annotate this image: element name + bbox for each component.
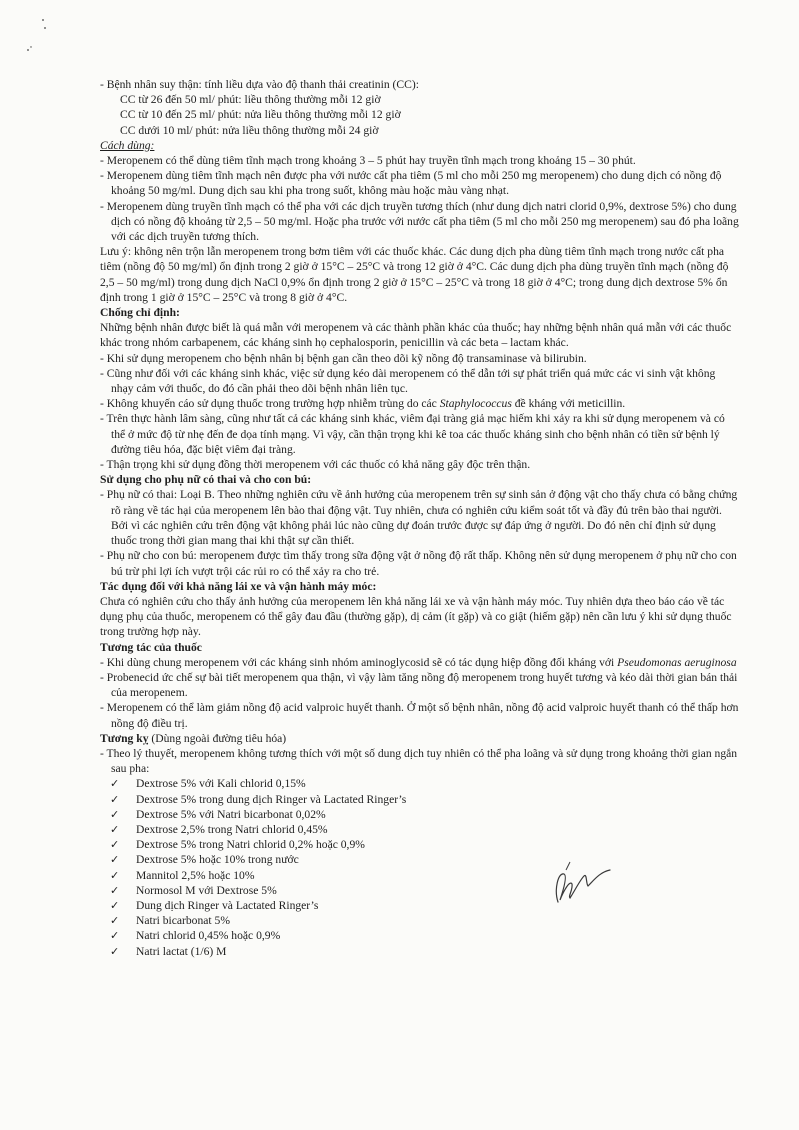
checkmark-icon: ✓ [110,883,120,897]
list-item [100,913,740,928]
checkmark-icon: ✓ [110,944,120,958]
list-item-text: Natri chlorid 0,45% hoặc 0,9% [136,929,281,943]
handwritten-signature [540,850,630,920]
incompat-heading-bold: Tương kỵ [100,731,149,745]
list-item [100,898,740,913]
list-item [100,792,740,807]
list-item [100,837,740,852]
renal-line: CC từ 26 đến 50 ml/ phút: liều thông thường mỗi 12 giờ [120,93,381,107]
usage-bullet: - Meropenem có thể dùng tiêm tĩnh mạch trong khoảng 3 – 5 phút hay truyền tĩnh mạch trong khoảng 15 – 30 phút. [100,154,636,168]
contraindications-bullet: - Khi sử dụng meropenem cho bệnh nhân bị bệnh gan cần theo dõi kỹ nồng độ transaminase và bilirubin. [100,351,587,365]
interactions-bullet [100,655,740,670]
list-item-text: Dextrose 5% với Natri bicarbonat 0,02% [136,807,326,821]
renal-intro: - Bệnh nhân suy thận: tính liều dựa vào độ thanh thải creatinin (CC): [100,78,419,91]
list-item-text: Dextrose 5% với Kali chlorid 0,15% [136,777,306,791]
staph-organism: Staphylococcus [439,397,512,411]
list-item-text: Mannitol 2,5% hoặc 10% [136,868,255,882]
checkmark-icon: ✓ [110,792,120,806]
list-item [100,852,740,867]
list-item-text: Dextrose 2,5% trong Natri chlorid 0,45% [136,822,328,836]
checkmark-icon: ✓ [110,853,120,867]
contraindications-text: Những bệnh nhân được biết là quá mẫn với meropenem và các thành phần khác của thuốc; hay những bệnh nhân quá mẫn với các thuốc khác trong nhóm carbapenem, các kháng sinh họ cephalosporin, penicillin và các beta – lactam khác. [100,321,732,350]
pregnancy-bullet: - Phụ nữ cho con bú: meropenem được tìm thấy trong sữa động vật ở nồng độ rất thấp. Không nên sử dụng meropenem ở phụ nữ cho con bú trừ phi lợi ích vượt trội các rủi ro có thể xảy ra cho trẻ. [100,549,737,578]
driving-heading: Tác dụng đối với khả năng lái xe và vận hành máy móc: [100,579,377,593]
renal-line: CC từ 10 đến 25 ml/ phút: nửa liều thông thường mỗi 12 giờ [120,108,401,122]
list-item-text: Natri bicarbonat 5% [136,914,231,928]
usage-heading: Cách dùng: [100,138,155,152]
list-item-text: Dung dịch Ringer và Lactated Ringer’s [136,898,319,912]
list-item [100,776,740,791]
list-item [100,883,740,898]
contraindications-heading: Chống chỉ định: [100,306,180,320]
list-item [100,822,740,837]
pseudomonas-organism: Pseudomonas aeruginosa [617,655,737,669]
list-item-text: Dextrose 5% trong Natri chlorid 0,2% hoặc 0,9% [136,838,365,852]
list-item-text: Dextrose 5% hoặc 10% trong nước [136,853,299,867]
incompat-heading [100,731,740,746]
staph-pre: - Không khuyến cáo sử dụng thuốc trong trường hợp nhiễm trùng do các [100,397,440,411]
list-item-text: Dextrose 5% trong dung dịch Ringer và Lactated Ringer’s [136,792,407,806]
renal-line: CC dưới 10 ml/ phút: nửa liều thông thường mỗi 24 giờ [120,123,379,137]
scan-speck-marks [18,18,58,58]
pregnancy-bullet: - Phụ nữ có thai: Loại B. Theo những nghiên cứu về ảnh hưởng của meropenem trên sự sinh sản ở động vật cho thấy chưa có bằng chứng rõ ràng về tác hại của meropenem lên bào thai động vật. Tuy nhiên, chưa có nghiên cứu kiểm soát tốt và đầy đủ trên bào thai người. Bởi vì các nghiên cứu trên động vật không phải lúc nào cũng dự đoán trước được sự đáp ứng ở người. Do đó nên chỉ định sử dụng thuốc trong thời gian mang thai khi thật sự cần thiết. [100,488,738,548]
incompat-heading-rest: (Dùng ngoài đường tiêu hóa) [148,731,287,745]
checkmark-icon: ✓ [110,777,120,791]
interactions-bullet: - Probenecid ức chế sự bài tiết meropenem qua thận, vì vậy làm tăng nồng độ meropenem trong huyết tương và kéo dài thời gian bán thải của meropenem. [100,670,738,700]
incompat-list [100,776,740,958]
interactions-heading: Tương tác của thuốc [100,640,202,654]
usage-bullet: - Meropenem dùng tiêm tĩnh mạch nên được pha với nước cất pha tiêm (5 ml cho mỗi 250 mg meropenem) cho dung dịch có nồng độ khoảng 50 mg/ml. Dung dịch sau khi pha trong suốt, không màu hoặc màu vàng nhạt. [100,169,722,198]
list-item [100,807,740,822]
list-item-text: Natri lactat (1/6) M [136,944,227,958]
usage-bullet: - Meropenem dùng truyền tĩnh mạch có thể pha với các dịch truyền tương thích (như dung dịch natri clorid 0,9%, dextrose 5%) cho dung dịch có nồng độ khoảng từ 2,5 – 50 mg/ml. Hoặc pha trước với nước cất pha tiêm (5 ml cho mỗi 250 mg meropenem) sau đó pha loãng với các dịch truyền tương thích. [100,199,739,244]
scan-edge-shadow [744,60,745,1060]
staph-post: đề kháng với meticillin. [511,397,626,411]
contraindications-bullet: - Cũng như đối với các kháng sinh khác, việc sử dụng kéo dài meropenem có thể dẫn tới sự phát triển quá mức các vi sinh vật không nhạy cảm với thuốc, do đó cần phải theo dõi bệnh nhân liên tục. [100,366,716,396]
checkmark-icon: ✓ [110,898,120,912]
checkmark-icon: ✓ [110,807,120,821]
list-item-text: Normosol M với Dextrose 5% [136,883,277,897]
list-item [100,928,740,943]
document-body [100,77,740,959]
checkmark-icon: ✓ [110,868,120,882]
interactions-b1-text: - Khi dùng chung meropenem với các kháng sinh nhóm aminoglycosid sẽ có tác dụng hiệp đồng đối kháng với [100,655,618,669]
contraindications-bullet: - Thận trọng khi sử dụng đồng thời meropenem với các thuốc có khả năng gây độc trên thận. [100,458,531,472]
interactions-bullet: - Meropenem có thể làm giảm nồng độ acid valproic huyết thanh. Ở một số bệnh nhân, nồng độ acid valproic huyết thanh có thể thấp hơn nồng độ điều trị. [100,701,739,730]
checkmark-icon: ✓ [110,914,120,928]
list-item [100,944,740,959]
incompat-intro: - Theo lý thuyết, meropenem không tương thích với một số dung dịch tuy nhiên có thể pha loãng và sử dụng trong khoảng thời gian ngắn sau pha: [100,746,738,776]
contraindications-bullet: - Trên thực hành lâm sàng, cũng như tất cả các kháng sinh khác, viêm đại tràng giả mạc hiếm khi xảy ra khi sử dụng meropenem và có thể ở mức độ từ nhẹ đến đe dọa tính mạng. Vì vậy, cần thận trọng khi kê toa các thuốc kháng sinh cho bệnh nhân có tiền sử bệnh lý đường tiêu hóa, đặc biệt viêm đại tràng. [100,412,725,456]
list-item [100,868,740,883]
contraindications-bullet-staph [100,396,740,411]
checkmark-icon: ✓ [110,838,120,852]
pregnancy-heading: Sử dụng cho phụ nữ có thai và cho con bú: [100,473,312,487]
driving-text: Chưa có nghiên cứu cho thấy ảnh hưởng của meropenem lên khả năng lái xe và vận hành máy móc. Tuy nhiên dựa theo báo cáo về tác dụng phụ của thuốc, meropenem có thể gây đau đầu (thường gặp), dị cảm (ít gặp) và co giật (hiếm gặp) nên cần lưu ý khi sử dụng thuốc trong trường hợp này. [100,594,732,639]
checkmark-icon: ✓ [110,929,120,943]
usage-note: Lưu ý: không nên trộn lẫn meropenem trong bơm tiêm với các thuốc khác. Các dung dịch pha dùng tiêm tĩnh mạch trong nước cất pha tiêm (nồng độ 50 mg/ml) ổn định trong 2 giờ ở 15°C – 25°C và trong 12 giờ ở 4°C. Các dung dịch pha dùng truyền tĩnh mạch (nồng độ 2,5 – 50 mg/ml) trong dung dịch NaCl 0,9% ổn định trong 2 giờ ở 15°C – 25°C và trong 18 giờ ở 4°C; trong dung dịch dextrose 5% ổn định trong 1 giờ ở 15°C – 25°C và trong 8 giờ ở 4°C. [100,245,729,304]
checkmark-icon: ✓ [110,822,120,836]
